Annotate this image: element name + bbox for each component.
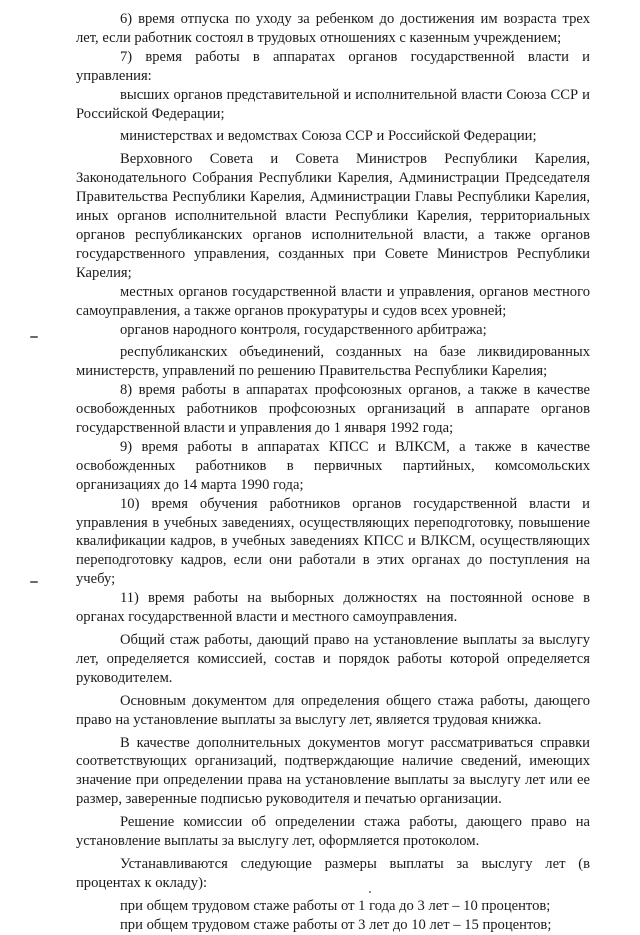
paragraph: Основным документом для определения общего стажа работы, дающего право на установление выплаты за выслугу лет, является трудовая книжка. bbox=[76, 692, 590, 728]
paragraph: органов народного контроля, государственного арбитража; bbox=[120, 321, 487, 338]
paragraph: республиканских объединений, созданных на базе ликвидированных министерств, управлений по решению Правительства Республики Карелия; bbox=[76, 344, 590, 380]
paragraph: министерствах и ведомствах Союза ССР и Российской Федерации; bbox=[120, 128, 537, 145]
paragraph: 10) время обучения работников органов государственной власти и управления в учебных заведениях, осуществляющих переподготовку, повышение квалификации кадров, в учебных заведениях КПСС и ВЛКСМ, осуществляющих переподготовку кадров, если они работали в этих органах до поступления на учебу; bbox=[76, 495, 590, 588]
paragraph: 7) время работы в аппаратах органов государственной власти и управления: bbox=[76, 48, 590, 84]
paragraph: 8) время работы в аппаратах профсоюзных органов, а также в качестве освобожденных работников профсоюзных организаций в аппарате органов государственной власти и управления до 1 января 1992 года; bbox=[76, 382, 590, 437]
paragraph: 11) время работы на выборных должностях на постоянной основе в органах государственной власти и местного самоуправления. bbox=[76, 590, 590, 626]
paragraph: Устанавливаются следующие размеры выплаты за выслугу лет (в процентах к окладу): bbox=[76, 855, 590, 891]
paragraph: В качестве дополнительных документов могут рассматриваться справки соответствующих организаций, подтверждающие наличие сведений, имеющих значение при определении права на установление выплаты за выслугу лет или ее размер, заверенные подписью руководителя и печатью организации. bbox=[76, 734, 590, 808]
scan-artifact bbox=[30, 581, 38, 583]
paragraph: Общий стаж работы, дающий право на установление выплаты за выслугу лет, определяется комиссией, состав и порядок работы которой определяется руководителем. bbox=[76, 632, 590, 686]
paragraph: Верховного Совета и Совета Министров Республики Карелия, Законодательного Собрания Республики Карелия, Администрации Председателя Правительства Республики Карелия, Администрации Главы Республики Карелия, иных органов исполнительной власти Республики Карелия, территориальных органов республиканских органов исполнительной власти, а также органов государственного управления, созданных при Совете Министров Республики Карелия; bbox=[76, 151, 590, 281]
paragraph: 6) время отпуска по уходу за ребенком до достижения им возраста трех лет, если работник состоял в трудовых отношениях с казенным учреждением; bbox=[76, 11, 590, 46]
paragraph: Решение комиссии об определении стажа работы, дающего право на установление выплаты за выслугу лет, оформляется протоколом. bbox=[76, 814, 590, 850]
paragraph: местных органов государственной власти и управления, органов местного самоуправления, а также органов прокуратуры и судов всех уровней; bbox=[76, 283, 590, 319]
paragraph: 9) время работы в аппаратах КПСС и ВЛКСМ, а также в качестве освобожденных работников в первичных партийных, комсомольских организациях до 14 марта 1990 года; bbox=[76, 438, 590, 493]
scan-artifact bbox=[30, 336, 38, 338]
paragraph: при общем трудовом стаже работы от 3 лет до 10 лет – 15 процентов; bbox=[120, 916, 552, 933]
paragraph: при общем трудовом стаже работы от 1 года до 3 лет – 10 процентов; bbox=[120, 897, 551, 914]
document-body bbox=[76, 10, 590, 935]
paragraph: высших органов представительной и исполнительной власти Союза ССР и Российской Федерации; bbox=[76, 86, 590, 122]
